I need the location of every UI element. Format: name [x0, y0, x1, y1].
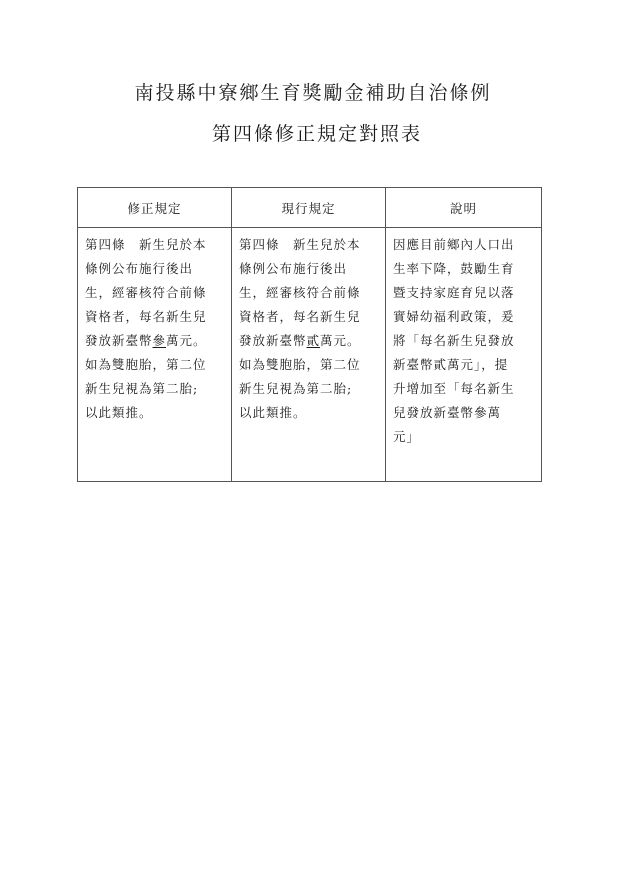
header-explanation: 說明 [386, 188, 542, 228]
text-line: 新生兒視為第二胎; [85, 381, 199, 396]
document-title: 南投縣中寮鄉生育獎勵金補助自治條例 [134, 82, 492, 104]
text-line: 將「每名新生兒發放 [393, 333, 515, 348]
text-line: 以此類推。 [239, 405, 307, 420]
text-line: 實婦幼福利政策，爰 [393, 309, 515, 324]
amount-suffix: 萬元。 [320, 333, 361, 348]
cell-explanation [386, 228, 542, 482]
cell-revised [78, 228, 232, 482]
amount-prefix: 發放新臺幣 [85, 333, 153, 348]
text-line: 升增加至「每名新生 [393, 381, 515, 396]
text-line: 暨支持家庭育兒以落 [393, 285, 515, 300]
text-line: 資格者，每名新生兒 [239, 309, 361, 324]
text-line: 資格者，每名新生兒 [85, 309, 207, 324]
header-current: 現行規定 [232, 188, 386, 228]
text-line: 兒發放新臺幣參萬 [393, 405, 502, 420]
table-row [78, 228, 542, 482]
cell-current [232, 228, 386, 482]
amount-line [85, 329, 225, 353]
comparison-table [77, 187, 542, 482]
text-line: 第四條 新生兒於本 [85, 237, 207, 252]
text-line: 條例公布施行後出 [239, 261, 348, 276]
amount-prefix: 發放新臺幣 [239, 333, 307, 348]
text-line: 生，經審核符合前條 [239, 285, 361, 300]
text-line: 條例公布施行後出 [85, 261, 194, 276]
text-line: 新生兒視為第二胎; [239, 381, 353, 396]
text-line: 生率下降，鼓勵生育 [393, 261, 515, 276]
amount-changed: 貳 [306, 333, 321, 348]
table-header-row [78, 188, 542, 228]
amount-suffix: 萬元。 [166, 333, 207, 348]
text-line: 以此類推。 [85, 405, 153, 420]
text-line: 元」 [393, 429, 421, 444]
text-line: 生，經審核符合前條 [85, 285, 207, 300]
text-line: 第四條 新生兒於本 [239, 237, 361, 252]
text-line: 新臺幣貳萬元」，提 [393, 357, 509, 372]
text-line: 因應目前鄉內人口出 [393, 237, 515, 252]
header-revised: 修正規定 [78, 188, 232, 228]
text-line: 如為雙胞胎，第二位 [85, 357, 207, 372]
text-line: 如為雙胞胎，第二位 [239, 357, 361, 372]
amount-changed: 參 [152, 333, 167, 348]
amount-line [239, 329, 379, 353]
document-subtitle: 第四條修正規定對照表 [211, 123, 422, 145]
